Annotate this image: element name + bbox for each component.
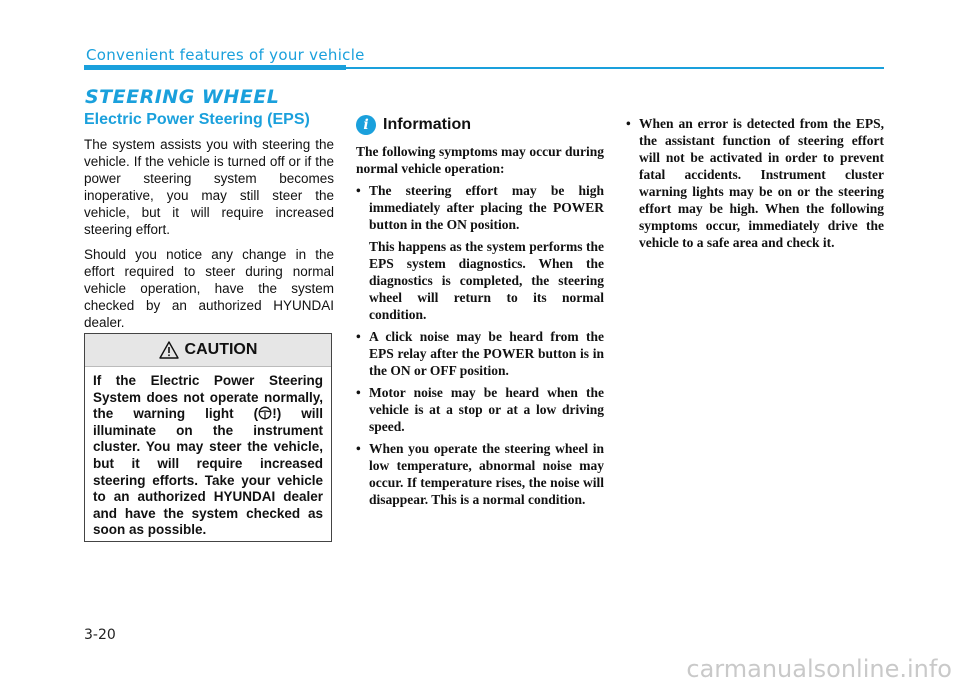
list-item — [626, 115, 884, 251]
caution-text: If the Electric Power Steering System does not operate normally, the warning light ( !) will illuminate on the instrument cluster. You may steer the vehicle, but it will require increased steering efforts. Take your vehicle to an authorized HYUNDAI dealer and have the system checked as soon as possible. — [93, 373, 323, 538]
list-item — [356, 182, 604, 323]
bullet-text: When you operate the steering wheel in low temperature, abnormal noise may occur. If temperature rises, the noise will disappear. This is a normal condition. — [369, 441, 604, 507]
watermark: carmanualsonline.info — [686, 655, 952, 683]
information-heading — [356, 115, 471, 135]
page-number: 3-20 — [84, 627, 116, 643]
caution-text-part-1: If the Electric Power Steering System does not operate normally, the warning light ( — [93, 373, 323, 422]
list-item — [356, 328, 604, 379]
section-title: STEERING WHEEL — [85, 86, 280, 108]
bullet-text: Motor noise may be heard when the vehicle is at a stop or at a low driving speed. — [369, 385, 604, 434]
eps-paragraph-2: Should you notice any change in the effort required to steer during normal vehicle operation, have the system checked by an authorized HYUNDAI dealer. — [84, 247, 334, 330]
header-rule-thin — [346, 67, 884, 69]
warning-triangle-icon — [159, 341, 179, 359]
bullet-text: The steering effort may be high immediately after placing the POWER button in the ON position. — [369, 183, 604, 232]
information-bullet-list-continued — [626, 115, 884, 251]
caution-text-part-2: ) will illuminate on the instrument cluster. You may steer the vehicle, but it will require increased steering efforts. Take your vehicle to an authorized HYUNDAI dealer and have the system checked as soon as possible. — [93, 406, 323, 538]
list-item — [356, 440, 604, 508]
page-header-title: Convenient features of your vehicle — [86, 46, 365, 64]
caution-label: CAUTION — [184, 341, 258, 358]
eps-warning-icon — [258, 406, 272, 420]
information-bullet-list — [356, 182, 604, 508]
information-body — [356, 143, 604, 513]
list-item — [356, 384, 604, 435]
caution-box — [84, 333, 332, 542]
information-label: Information — [383, 116, 471, 133]
header-rule-thick — [84, 65, 346, 70]
bullet-text: When an error is detected from the EPS, the assistant function of steering effort will not be activated in order to prevent fatal accidents. Instrument cluster warning lights may be on or the steering effort may be high. When the following symptoms occur, immediately drive the vehicle to a safe area and check it. — [639, 116, 884, 250]
eps-description — [84, 136, 334, 339]
eps-paragraph-1: The system assists you with steering the vehicle. If the vehicle is turned off or if the power steering system becomes inoperative, you may still steer the vehicle, but it will require increased steering effort. — [84, 137, 334, 237]
caution-header — [85, 334, 331, 367]
information-continued — [626, 115, 884, 256]
subheading-eps: Electric Power Steering (EPS) — [84, 111, 310, 128]
information-intro: The following symptoms may occur during normal vehicle operation: — [356, 144, 604, 176]
bullet-subtext: This happens as the system performs the EPS system diagnostics. When the diagnostics is completed, the steering wheel will return to its normal condition. — [369, 239, 604, 322]
bullet-text: A click noise may be heard from the EPS relay after the POWER button is in the ON or OFF position. — [369, 329, 604, 378]
info-icon: i — [356, 115, 376, 135]
